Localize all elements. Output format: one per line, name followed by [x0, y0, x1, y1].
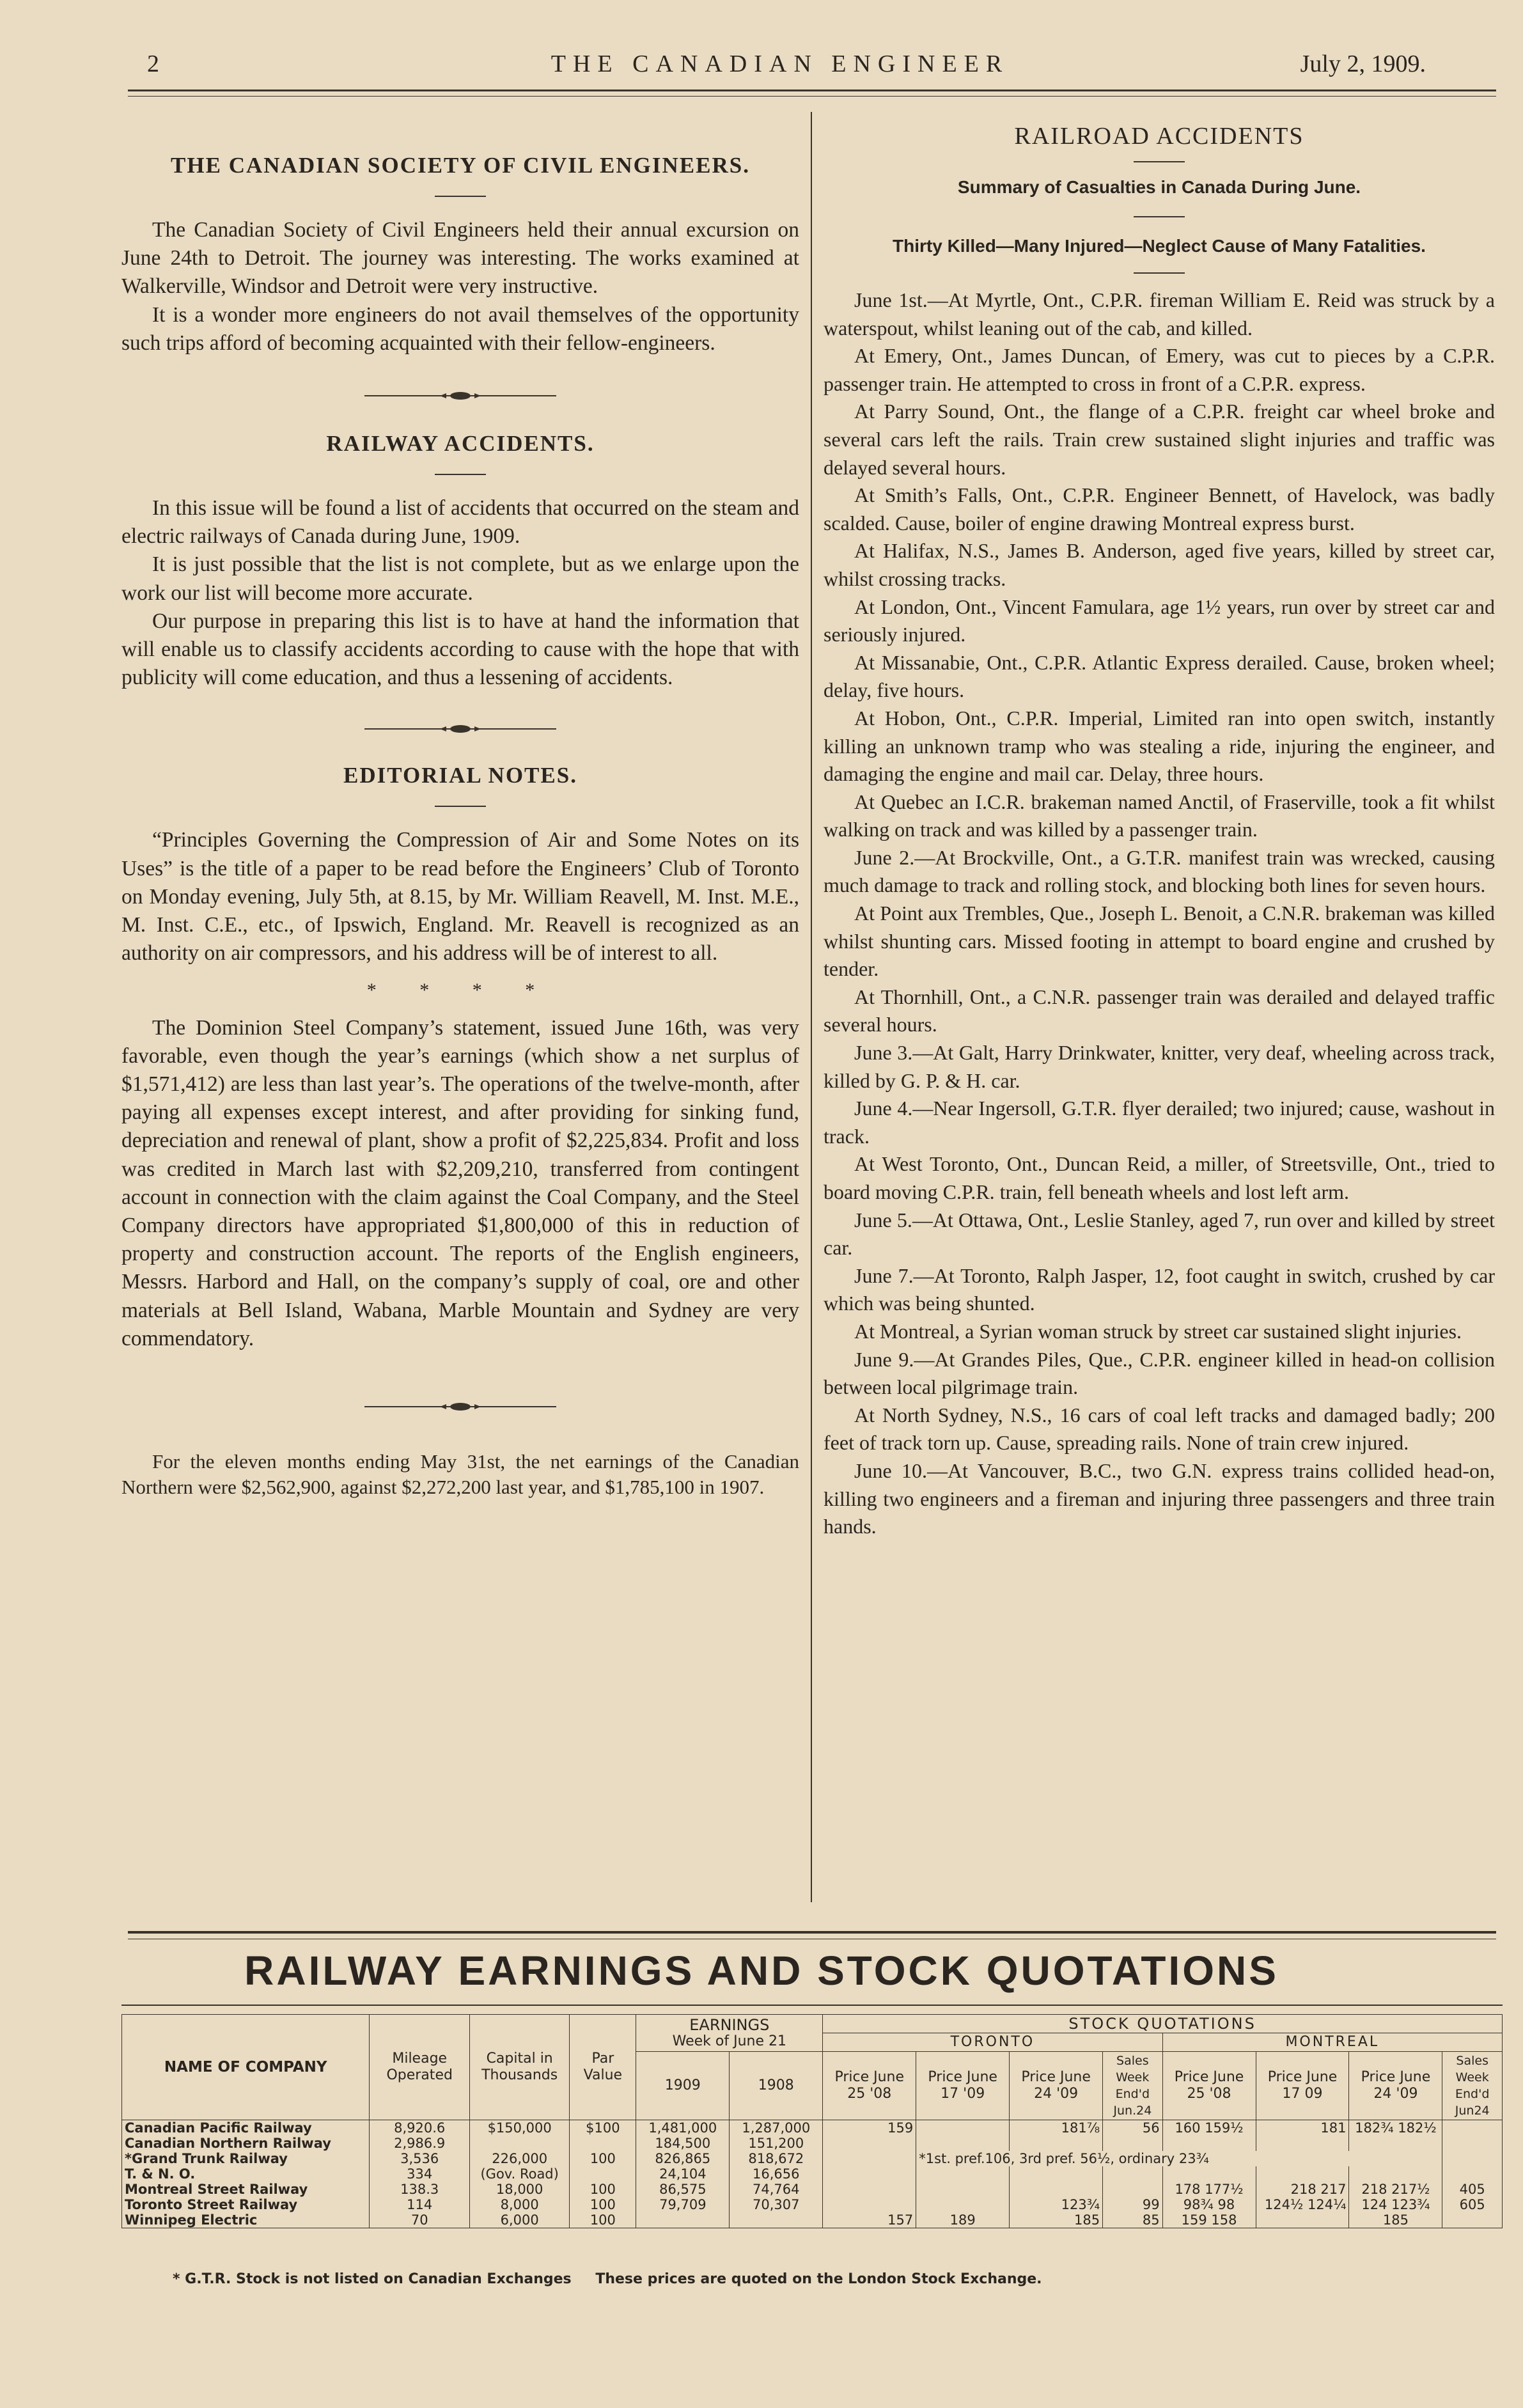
montreal-jun25-cell: [1162, 2136, 1256, 2151]
ornament-icon: [364, 391, 556, 401]
capital-cell: $150,000: [469, 2120, 569, 2136]
table-row: [122, 2182, 1503, 2197]
toronto-sales-cell: 99: [1103, 2197, 1162, 2212]
accident-entry: June 3.—At Galt, Harry Drinkwater, knitter, very deaf, wheeling across track, killed by G. P. & H. car.: [824, 1041, 1495, 1092]
earnings-1908-cell: 74,764: [730, 2182, 823, 2197]
table-row: [122, 2151, 1503, 2166]
table-row: [122, 2136, 1503, 2151]
toronto-sales-cell: 56: [1103, 2120, 1162, 2136]
society-paragraph: It is a wonder more engineers do not avail themselves of the opportunity such trips afford of becoming acquainted with their fellow-engineers.: [121, 302, 799, 355]
name-header: NAME OF COMPANY: [122, 2015, 370, 2120]
toronto-jun17-cell: [916, 2197, 1010, 2212]
mileage-cell: 2,986.9: [370, 2136, 469, 2151]
capital-cell: [469, 2136, 569, 2151]
year-1909-header: 1909: [636, 2052, 730, 2120]
earnings-1909-cell: 826,865: [636, 2151, 730, 2166]
montreal-jun17-cell: [1256, 2166, 1349, 2182]
montreal-jun25-cell: 178 177½: [1162, 2182, 1256, 2197]
issue-date: July 2, 1909.: [1300, 51, 1426, 77]
montreal-jun24-header: Price June 24 '09: [1349, 2052, 1442, 2120]
railway-accidents-heading: RAILWAY ACCIDENTS.: [326, 431, 595, 457]
toronto-jun17-cell: [916, 2120, 1010, 2136]
table-row: [122, 2212, 1503, 2228]
par-cell: 100: [570, 2151, 636, 2166]
accident-entry: At North Sydney, N.S., 16 cars of coal left tracks and damaged badly; 200 feet of track torn up. Cause, spreading rails. None of train crew injured.: [824, 1403, 1495, 1455]
casualties-subhead: Thirty Killed—Many Injured—Neglect Cause of Many Fatalities.: [893, 236, 1426, 256]
ornament-icon: [364, 724, 556, 734]
mileage-header: Mileage Operated: [370, 2015, 469, 2120]
ornament: [121, 380, 799, 393]
toronto-jun25-cell: [823, 2136, 916, 2151]
toronto-jun24-cell: [1010, 2182, 1103, 2197]
footnote-gtr: * G.T.R. Stock is not listed on Canadian Exchanges: [173, 2271, 572, 2287]
toronto-header: TORONTO: [823, 2033, 1162, 2052]
montreal-sales-cell: [1442, 2136, 1503, 2151]
montreal-jun24-cell: 185: [1349, 2212, 1442, 2228]
accident-entry: At Emery, Ont., James Duncan, of Emery, was cut to pieces by a C.P.R. passenger train. He attempted to cross in front of a C.P.R. express.: [824, 344, 1495, 395]
railway-accidents-paragraph: In this issue will be found a list of accidents that occurred on the steam and electric railways of Canada during June, 1909.: [121, 496, 799, 549]
par-cell: [570, 2136, 636, 2151]
divider: [435, 196, 486, 197]
section-stars: * * * *: [366, 980, 554, 1001]
montreal-jun24-cell: 124 123¾: [1349, 2197, 1442, 2212]
society-heading: THE CANADIAN SOCIETY OF CIVIL ENGINEERS.: [171, 153, 750, 178]
capital-cell: 6,000: [469, 2212, 569, 2228]
toronto-jun24-header: Price June 24 '09: [1010, 2052, 1103, 2120]
toronto-jun24-cell: [1010, 2166, 1103, 2182]
table-row: [122, 2166, 1503, 2182]
table-row: [122, 2197, 1503, 2212]
montreal-sales-cell: [1442, 2151, 1503, 2166]
society-paragraph: The Canadian Society of Civil Engineers held their annual excursion on June 24th to Detroit. The journey was interesting. The works examined at Walkerville, Windsor and Detroit were very instructive.: [121, 218, 799, 299]
railway-accidents-paragraph: Our purpose in preparing this list is to have at hand the information that will enable us to classify accidents according to cause with the hope that with publicity will come education, and thus a lessening of accidents.: [121, 609, 799, 690]
toronto-jun24-cell: 123¾: [1010, 2197, 1103, 2212]
earnings-1909-cell: [636, 2212, 730, 2228]
earnings-title: RAILWAY EARNINGS AND STOCK QUOTATIONS: [244, 1948, 1279, 1994]
accident-entry: June 2.—At Brockville, Ont., a G.T.R. manifest train was wrecked, causing much damage to track and rolling stock, and blocking both lines for seven hours.: [824, 845, 1495, 897]
right-column: [824, 123, 1495, 1541]
accident-entry: June 7.—At Toronto, Ralph Jasper, 12, foot caught in switch, crushed by car which was being shunted.: [824, 1263, 1495, 1315]
montreal-jun25-cell: [1162, 2166, 1256, 2182]
toronto-jun25-cell: 159: [823, 2120, 916, 2136]
accident-entry: June 4.—Near Ingersoll, G.T.R. flyer derailed; two injured; cause, washout in track.: [824, 1097, 1495, 1148]
stock-header: STOCK QUOTATIONS: [823, 2015, 1503, 2033]
divider: [1134, 216, 1185, 217]
toronto-jun25-cell: [823, 2182, 916, 2197]
toronto-jun25-cell: [823, 2151, 916, 2166]
company-name: Montreal Street Railway: [122, 2182, 370, 2197]
earnings-1909-cell: 1,481,000: [636, 2120, 730, 2136]
montreal-jun25-cell: 98¾ 98: [1162, 2197, 1256, 2212]
toronto-jun24-cell: 181⅞: [1010, 2120, 1103, 2136]
table-footnote: [173, 2271, 1061, 2287]
montreal-jun17-header: Price June 17 09: [1256, 2052, 1349, 2120]
montreal-sales-cell: [1442, 2166, 1503, 2182]
accident-entry: At Montreal, a Syrian woman struck by street car sustained slight injuries.: [854, 1319, 1462, 1343]
table-header-row: [122, 2015, 1503, 2033]
montreal-header: MONTREAL: [1162, 2033, 1502, 2052]
mileage-cell: 70: [370, 2212, 469, 2228]
mileage-cell: 138.3: [370, 2182, 469, 2197]
toronto-jun17-cell: [916, 2166, 1010, 2182]
par-cell: 100: [570, 2212, 636, 2228]
column-divider: [811, 112, 812, 1902]
montreal-sales-cell: 405: [1442, 2182, 1503, 2197]
accident-entry: At Point aux Trembles, Que., Joseph L. Benoit, a C.N.R. brakeman was killed whilst shunting cars. Missed footing in attempt to board engine and crushed by tender.: [824, 902, 1495, 981]
montreal-jun17-cell: [1256, 2212, 1349, 2228]
editorial-paragraph: For the eleven months ending May 31st, the net earnings of the Canadian Northern were $2,562,900, against $2,272,200 last year, and $1,785,100 in 1907.: [121, 1450, 799, 1499]
mileage-cell: 334: [370, 2166, 469, 2182]
accident-entry: At Hobon, Ont., C.P.R. Imperial, Limited ran into open switch, instantly killing an unknown tramp who was stealing a ride, injuring the engineer, and damaging the engine and mail car. Delay, three hours.: [824, 706, 1495, 786]
earnings-1908-cell: [730, 2212, 823, 2228]
mileage-cell: 114: [370, 2197, 469, 2212]
toronto-sales-cell: [1103, 2136, 1162, 2151]
accident-entry: At West Toronto, Ont., Duncan Reid, a miller, of Streetsville, Ont., tried to board moving C.P.R. train, fell beneath wheels and lost left arm.: [824, 1152, 1495, 1203]
montreal-jun25-header: Price June 25 '08: [1162, 2052, 1256, 2120]
earnings-label: EARNINGS: [689, 2015, 770, 2034]
toronto-jun25-cell: 157: [823, 2212, 916, 2228]
company-name: Toronto Street Railway: [122, 2197, 370, 2212]
toronto-sales-header: Sales Week End'd Jun.24: [1103, 2052, 1162, 2120]
earnings-1909-cell: 79,709: [636, 2197, 730, 2212]
accident-entry: June 9.—At Grandes Piles, Que., C.P.R. engineer killed in head-on collision between local pilgrimage train.: [824, 1347, 1495, 1399]
company-name: Canadian Pacific Railway: [122, 2120, 370, 2136]
ornament: [121, 714, 799, 726]
capital-cell: (Gov. Road): [469, 2166, 569, 2182]
earnings-header: [636, 2015, 823, 2052]
toronto-jun17-cell: [916, 2136, 1010, 2151]
railroad-accidents-heading: RAILROAD ACCIDENTS: [1014, 123, 1304, 150]
earnings-1909-cell: 184,500: [636, 2136, 730, 2151]
page-header: [128, 50, 1432, 88]
divider: [1134, 272, 1185, 274]
grand-trunk-quote-note: *1st. pref.106, 3rd pref. 56½, ordinary 23¾: [916, 2151, 1442, 2166]
toronto-jun17-cell: [916, 2182, 1010, 2197]
par-cell: 100: [570, 2182, 636, 2197]
earnings-1908-cell: 16,656: [730, 2166, 823, 2182]
montreal-jun17-cell: [1256, 2136, 1349, 2151]
ornament: [121, 1391, 799, 1404]
divider: [1134, 161, 1185, 162]
montreal-jun24-cell: 218 217½: [1349, 2182, 1442, 2197]
railway-accidents-paragraph: It is just possible that the list is not complete, but as we enlarge upon the work our list will become more accurate.: [121, 552, 799, 605]
montreal-sales-cell: 605: [1442, 2197, 1503, 2212]
montreal-sales-header: Sales Week End'd Jun24: [1442, 2052, 1503, 2120]
earnings-1909-cell: 24,104: [636, 2166, 730, 2182]
left-column: [121, 152, 799, 1500]
earnings-1909-cell: 86,575: [636, 2182, 730, 2197]
toronto-jun24-cell: [1010, 2136, 1103, 2151]
montreal-jun25-cell: 159 158: [1162, 2212, 1256, 2228]
par-cell: [570, 2166, 636, 2182]
accident-entry: At Thornhill, Ont., a C.N.R. passenger train was derailed and delayed traffic several hours.: [824, 985, 1495, 1036]
toronto-jun25-cell: [823, 2197, 916, 2212]
accident-entry: At Quebec an I.C.R. brakeman named Anctil, of Fraserville, took a fit whilst walking on track and was killed by a passenger train.: [824, 790, 1495, 841]
par-cell: 100: [570, 2197, 636, 2212]
mileage-cell: 3,536: [370, 2151, 469, 2166]
earnings-week-label: Week of June 21: [672, 2033, 786, 2049]
montreal-jun24-cell: [1349, 2166, 1442, 2182]
divider: [435, 806, 486, 807]
accident-entry: June 1st.—At Myrtle, Ont., C.P.R. fireman William E. Reid was struck by a waterspout, whilst leaning out of the cab, and killed.: [824, 288, 1495, 340]
capital-cell: 226,000: [469, 2151, 569, 2166]
journal-title: THE CANADIAN ENGINEER: [551, 51, 1010, 77]
toronto-jun17-header: Price June 17 '09: [916, 2052, 1010, 2120]
earnings-1908-cell: 1,287,000: [730, 2120, 823, 2136]
year-1908-header: 1908: [730, 2052, 823, 2120]
mileage-cell: 8,920.6: [370, 2120, 469, 2136]
montreal-jun17-cell: 181: [1256, 2120, 1349, 2136]
ornament-icon: [364, 1402, 556, 1412]
toronto-jun25-cell: [823, 2166, 916, 2182]
accident-entry: At Parry Sound, Ont., the flange of a C.P.R. freight car wheel broke and several cars left the rails. Train crew sustained slight injuries and traffic was delayed several hours.: [824, 400, 1495, 479]
company-name: *Grand Trunk Railway: [122, 2151, 370, 2166]
earnings-1908-cell: 818,672: [730, 2151, 823, 2166]
earnings-1908-cell: 70,307: [730, 2197, 823, 2212]
header-rule-thick: [128, 90, 1496, 91]
montreal-jun24-cell: 182¾ 182½: [1349, 2120, 1442, 2136]
header-rule-thin: [128, 96, 1496, 97]
company-name: Winnipeg Electric: [122, 2212, 370, 2228]
toronto-sales-cell: 85: [1103, 2212, 1162, 2228]
footnote-london: These prices are quoted on the London Stock Exchange.: [595, 2271, 1042, 2287]
toronto-sales-cell: [1103, 2182, 1162, 2197]
par-cell: $100: [570, 2120, 636, 2136]
accident-entry: At London, Ont., Vincent Famulara, age 1½ years, run over by street car and seriously injured.: [824, 595, 1495, 646]
company-name: T. & N. O.: [122, 2166, 370, 2182]
editorial-paragraph: “Principles Governing the Compression of Air and Some Notes on its Uses” is the title of a paper to be read before the Engineers’ Club of Toronto on Monday evening, July 5th, at 8.15, by Mr. William Reavell, M. Inst. M.E., M. Inst. C.E., etc., of Ipswich, England. Mr. Reavell is recognized as an authority on air compressors, and his address will be of interest to all.: [121, 828, 799, 966]
toronto-jun17-cell: 189: [916, 2212, 1010, 2228]
montreal-sales-cell: [1442, 2212, 1503, 2228]
toronto-sales-cell: [1103, 2166, 1162, 2182]
capital-cell: 18,000: [469, 2182, 569, 2197]
capital-header: Capital in Thousands: [469, 2015, 569, 2120]
montreal-jun25-cell: 160 159½: [1162, 2120, 1256, 2136]
capital-cell: 8,000: [469, 2197, 569, 2212]
section-rule-thick: [128, 1931, 1496, 1934]
editorial-heading: EDITORIAL NOTES.: [343, 763, 577, 788]
table-top-rule: [121, 2005, 1503, 2006]
montreal-sales-cell: [1442, 2120, 1503, 2136]
montreal-jun17-cell: 218 217: [1256, 2182, 1349, 2197]
montreal-jun17-cell: 124½ 124¼: [1256, 2197, 1349, 2212]
earnings-1908-cell: 151,200: [730, 2136, 823, 2151]
earnings-table: [121, 2014, 1503, 2228]
toronto-jun25-header: Price June 25 '08: [823, 2052, 916, 2120]
par-header: Par Value: [570, 2015, 636, 2120]
table-row: [122, 2120, 1503, 2136]
accident-entry: June 10.—At Vancouver, B.C., two G.N. express trains collided head-on, killing two engineers and a fireman and injuring three passengers and three train hands.: [824, 1458, 1495, 1538]
toronto-jun24-cell: 185: [1010, 2212, 1103, 2228]
montreal-jun24-cell: [1349, 2136, 1442, 2151]
accident-entry: At Halifax, N.S., James B. Anderson, aged five years, killed by street car, whilst crossing tracks.: [824, 539, 1495, 590]
accident-entry: At Missanabie, Ont., C.P.R. Atlantic Express derailed. Cause, broken wheel; delay, five hours.: [824, 650, 1495, 702]
company-name: Canadian Northern Railway: [122, 2136, 370, 2151]
summary-subhead: Summary of Casualties in Canada During June.: [957, 177, 1361, 197]
editorial-paragraph: The Dominion Steel Company’s statement, issued June 16th, was very favorable, even though the year’s earnings (which show a net surplus of $1,571,412) are less than last year’s. The operations of the twelve-month, after paying all expenses except interest, and after providing for sinking fund, depreciation and renewal of plant, show a profit of $2,225,834. Profit and loss was credited in March last with $2,209,210, transferred from contingent account in connection with the claim against the Coal Company, and the Steel Company directors have appropriated $1,800,000 of this in reduction of property and construction account. The reports of the English engineers, Messrs. Harbord and Hall, on the company’s supply of coal, ore and other materials at Bell Island, Wabana, Marble Mountain and Sydney are very commendatory.: [121, 1015, 799, 1350]
accident-entry: June 5.—At Ottawa, Ont., Leslie Stanley, aged 7, run over and killed by street car.: [824, 1208, 1495, 1260]
accident-entry: At Smith’s Falls, Ont., C.P.R. Engineer Bennett, of Havelock, was badly scalded. Cause, boiler of engine drawing Montreal express burst.: [824, 483, 1495, 535]
divider: [435, 474, 486, 475]
page-number: 2: [147, 51, 159, 77]
